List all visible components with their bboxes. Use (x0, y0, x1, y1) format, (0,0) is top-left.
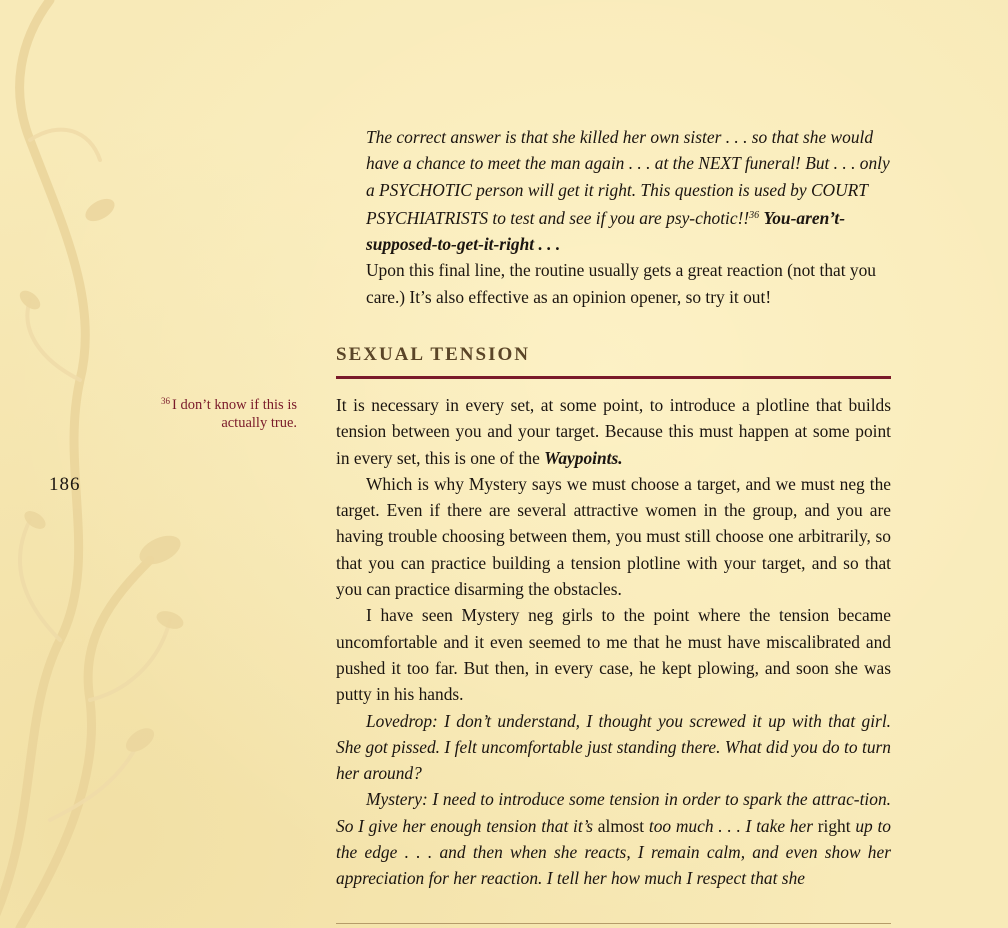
section-body (336, 392, 891, 892)
decorative-vine (0, 0, 300, 928)
page-number: 186 (49, 474, 81, 495)
dialog-lovedrop: Lovedrop: I don’t understand, I thought you screwed it up with that girl. She got pissed. I felt uncomfortable just standing there. What did you do to turn her around? (336, 710, 891, 784)
quote-bold-tail: You-aren’t-supposed-to-get-it-right . . . (366, 207, 846, 255)
quoted-passage (366, 124, 894, 310)
dialog-mystery: Mystery: I need to introduce some tension in order to spark the attrac-tion. So I give her enough tension that it’s almost too much . . . I take her right up to the edge . . . and then when she reacts, I remain calm, and even show her appreciation for her reaction. I tell her how much I respect that she (336, 789, 891, 889)
paragraph-1-text: It is necessary in every set, at some point, to introduce a plotline that builds tension between you and your target. Because this must happen at some point in every set, this is one of the (336, 395, 891, 468)
paragraph-1 (336, 392, 891, 471)
section-heading: SEXUAL TENSION (336, 344, 530, 365)
section-rule (336, 376, 891, 379)
waypoints-term: Waypoints. (544, 447, 623, 468)
quote-text: The correct answer is that she killed her own sister . . . so that she would have a chance to meet the man again . . . at the NEXT funeral! But . . . only a PSYCHOTIC person will get it right. This question is used by COURT PSYCHIATRISTS to test and see if you are psy-chotic!! (366, 127, 890, 228)
footnote-reference: 36 (749, 209, 760, 221)
paragraph-2: Which is why Mystery says we must choose a target, and we must neg the target. Even if there are several attractive women in the group, and you are having trouble choosing between them, you must still choose one arbitrarily, so that you can practice building a tension plotline with your target, and so that you can practice disarming the obstacles. (336, 473, 891, 600)
footnote (130, 392, 297, 432)
quote-paragraph (366, 124, 894, 257)
footnote-marker: 36 (161, 396, 170, 406)
quote-after: Upon this final line, the routine usually gets a great reaction (not that you care.) It’s also effective as an opinion opener, so try it out! (366, 260, 876, 307)
paragraph-3: I have seen Mystery neg girls to the point where the tension became uncomfortable and it even seemed to me that he must have miscalibrated and pushed it too far. But then, in every case, he kept plowing, and soon she was putty in his hands. (336, 605, 891, 705)
footnote-text: I don’t know if this is actually true. (172, 397, 297, 431)
bottom-rule (336, 923, 891, 924)
